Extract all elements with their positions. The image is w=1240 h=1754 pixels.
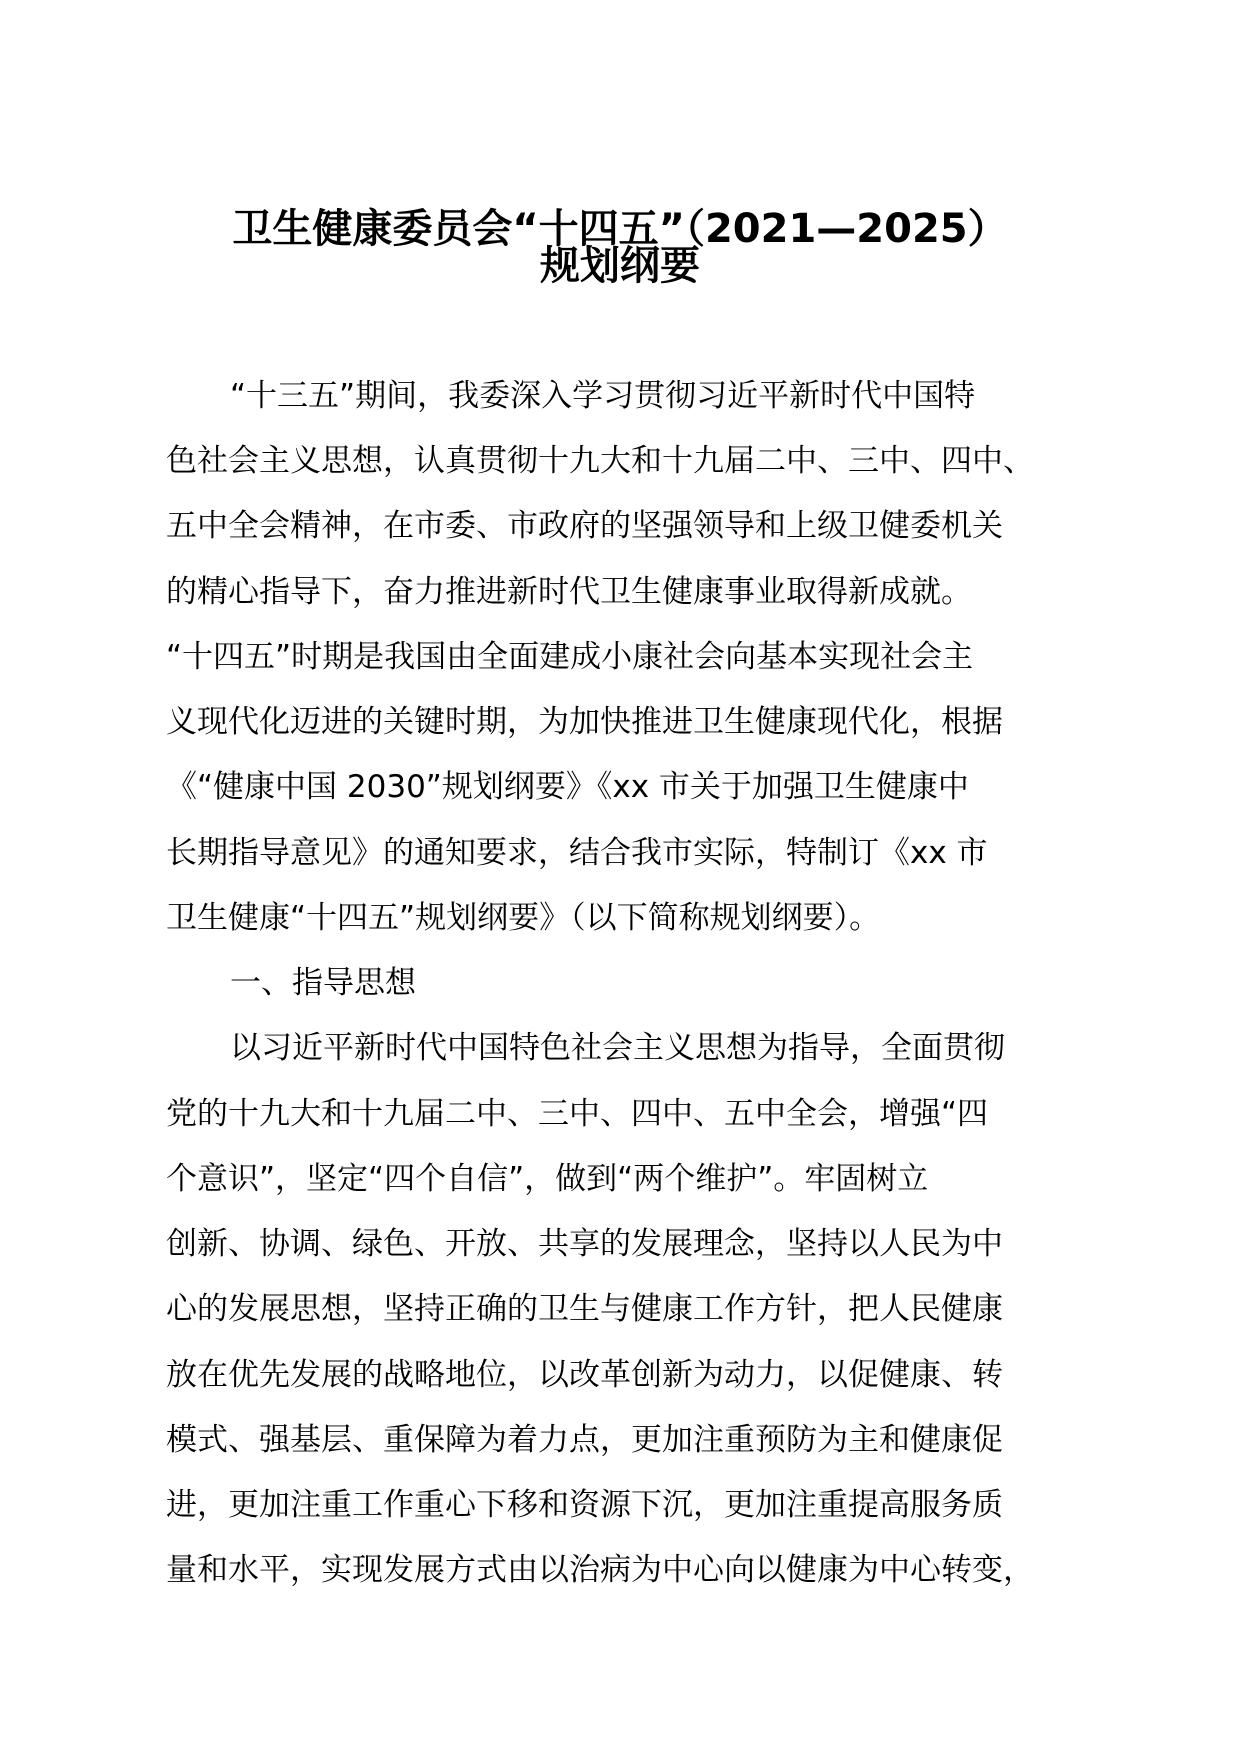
body-line: 长期指导意见》的通知要求，结合我市实际，特制订《xx 市 — [166, 835, 988, 871]
body-line: 以习近平新时代中国特色社会主义思想为指导，全面贯彻 — [230, 1030, 1005, 1066]
body-line: 的精心指导下，奋力推进新时代卫生健康事业取得新成就。 — [166, 574, 972, 610]
section-heading: 一、指导思想 — [230, 965, 416, 1001]
body-line: 个意识”，坚定“四个自信”，做到“两个维护”。牢固树立 — [166, 1161, 929, 1197]
body-line: 卫生健康“十四五”规划纲要》（以下简称规划纲要）。 — [166, 900, 881, 936]
document-title-line-1: 卫生健康委员会“十四五”（2021—2025） — [232, 206, 1008, 252]
body-line: 五中全会精神，在市委、市政府的坚强领导和上级卫健委机关 — [166, 508, 1003, 544]
body-line: “十四五”时期是我国由全面建成小康社会向基本实现社会主 — [166, 639, 974, 675]
body-line: 心的发展思想，坚持正确的卫生与健康工作方针，把人民健康 — [166, 1291, 1003, 1327]
body-line: 义现代化迈进的关键时期，为加快推进卫生健康现代化，根据 — [166, 704, 1003, 740]
body-line: 党的十九大和十九届二中、三中、四中、五中全会，增强“四 — [166, 1096, 989, 1132]
body-line: 《“健康中国 2030”规划纲要》《xx 市关于加强卫生健康中 — [166, 769, 969, 805]
body-line: 色社会主义思想，认真贯彻十九大和十九届二中、三中、四中、 — [166, 443, 1034, 479]
document-title-line-2: 规划纲要 — [540, 243, 700, 289]
body-line: 放在优先发展的战略地位，以改革创新为动力，以促健康、转 — [166, 1357, 1003, 1393]
body-line: 进，更加注重工作重心下移和资源下沉，更加注重提高服务质 — [166, 1487, 1003, 1523]
body-line: “十三五”期间，我委深入学习贯彻习近平新时代中国特 — [230, 378, 976, 414]
body-line: 模式、强基层、重保障为着力点，更加注重预防为主和健康促 — [166, 1422, 1003, 1458]
body-line: 量和水平，实现发展方式由以治病为中心向以健康为中心转变， — [166, 1552, 1034, 1588]
body-line: 创新、协调、绿色、开放、共享的发展理念，坚持以人民为中 — [166, 1226, 1003, 1262]
